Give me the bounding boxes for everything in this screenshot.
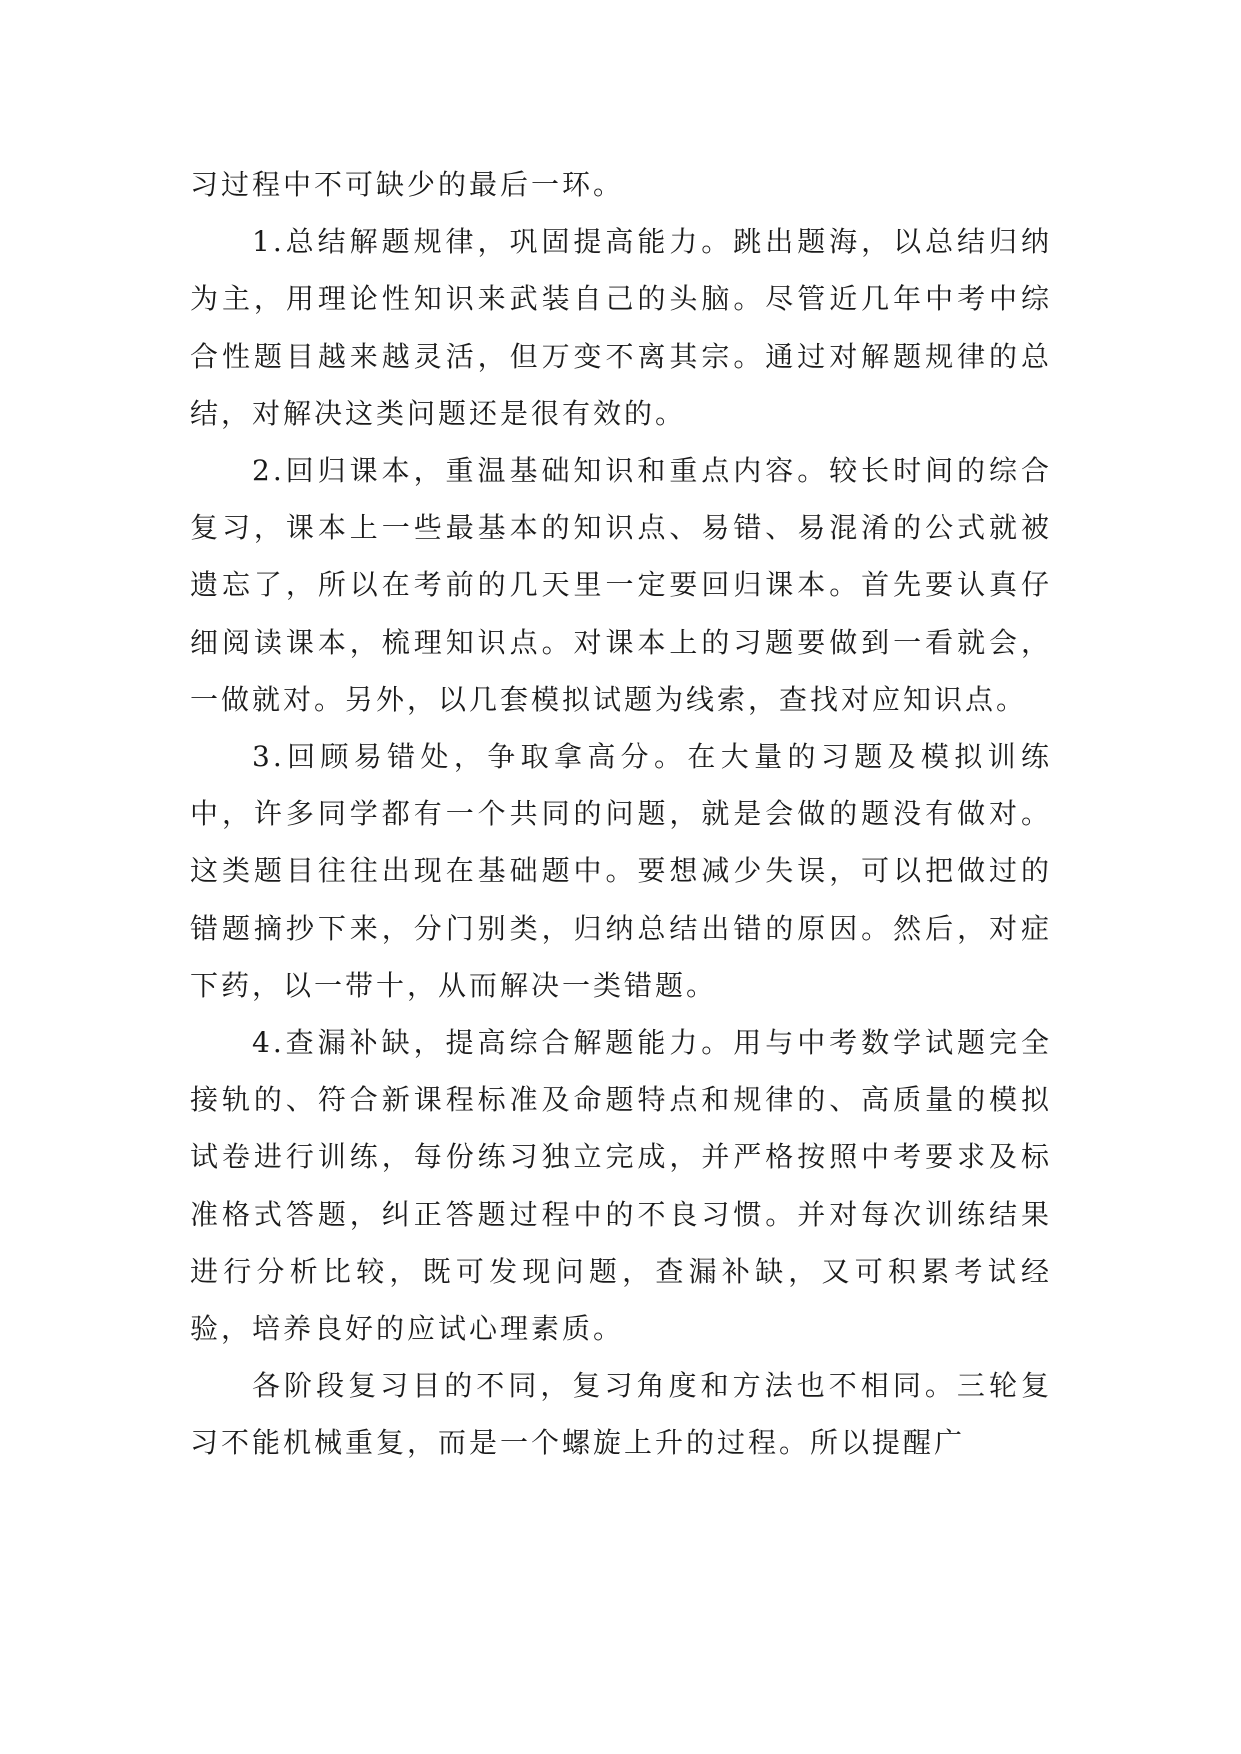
paragraph-tip-2: 2.回归课本，重温基础知识和重点内容。较长时间的综合复习，课本上一些最基本的知识点、易错、易混淆的公式就被遗忘了，所以在考前的几天里一定要回归课本。首先要认真仔细阅读课本，梳理知识点。对课本上的习题要做到一看就会，一做就对。另外，以几套模拟试题为线索，查找对应知识点。 [190,454,1052,716]
paragraph-tip-3: 3.回顾易错处，争取拿高分。在大量的习题及模拟训练中，许多同学都有一个共同的问题，就是会做的题没有做对。这类题目往往出现在基础题中。要想减少失误，可以把做过的错题摘抄下来，分门别类，归纳总结出错的原因。然后，对症下药，以一带十，从而解决一类错题。 [190,740,1052,1002]
paragraph-tip-1: 1.总结解题规律，巩固提高能力。跳出题海，以总结归纳为主，用理论性知识来武装自己的头脑。尽管近几年中考中综合性题目越来越灵活，但万变不离其宗。通过对解题规律的总结，对解决这类问题还是很有效的。 [190,225,1052,430]
paragraph-continuation: 习过程中不可缺少的最后一环。 [190,168,625,201]
paragraph-tip-4: 4.查漏补缺，提高综合解题能力。用与中考数学试题完全接轨的、符合新课程标准及命题特点和规律的、高质量的模拟试卷进行训练，每份练习独立完成，并严格按照中考要求及标准格式答题，纠正答题过程中的不良习惯。并对每次训练结果进行分析比较，既可发现问题，查漏补缺，又可积累考试经验，培养良好的应试心理素质。 [190,1026,1052,1346]
paragraph-summary: 各阶段复习目的不同，复习角度和方法也不相同。三轮复习不能机械重复，而是一个螺旋上升的过程。所以提醒广 [190,1369,1052,1460]
document-body [190,156,1052,1472]
